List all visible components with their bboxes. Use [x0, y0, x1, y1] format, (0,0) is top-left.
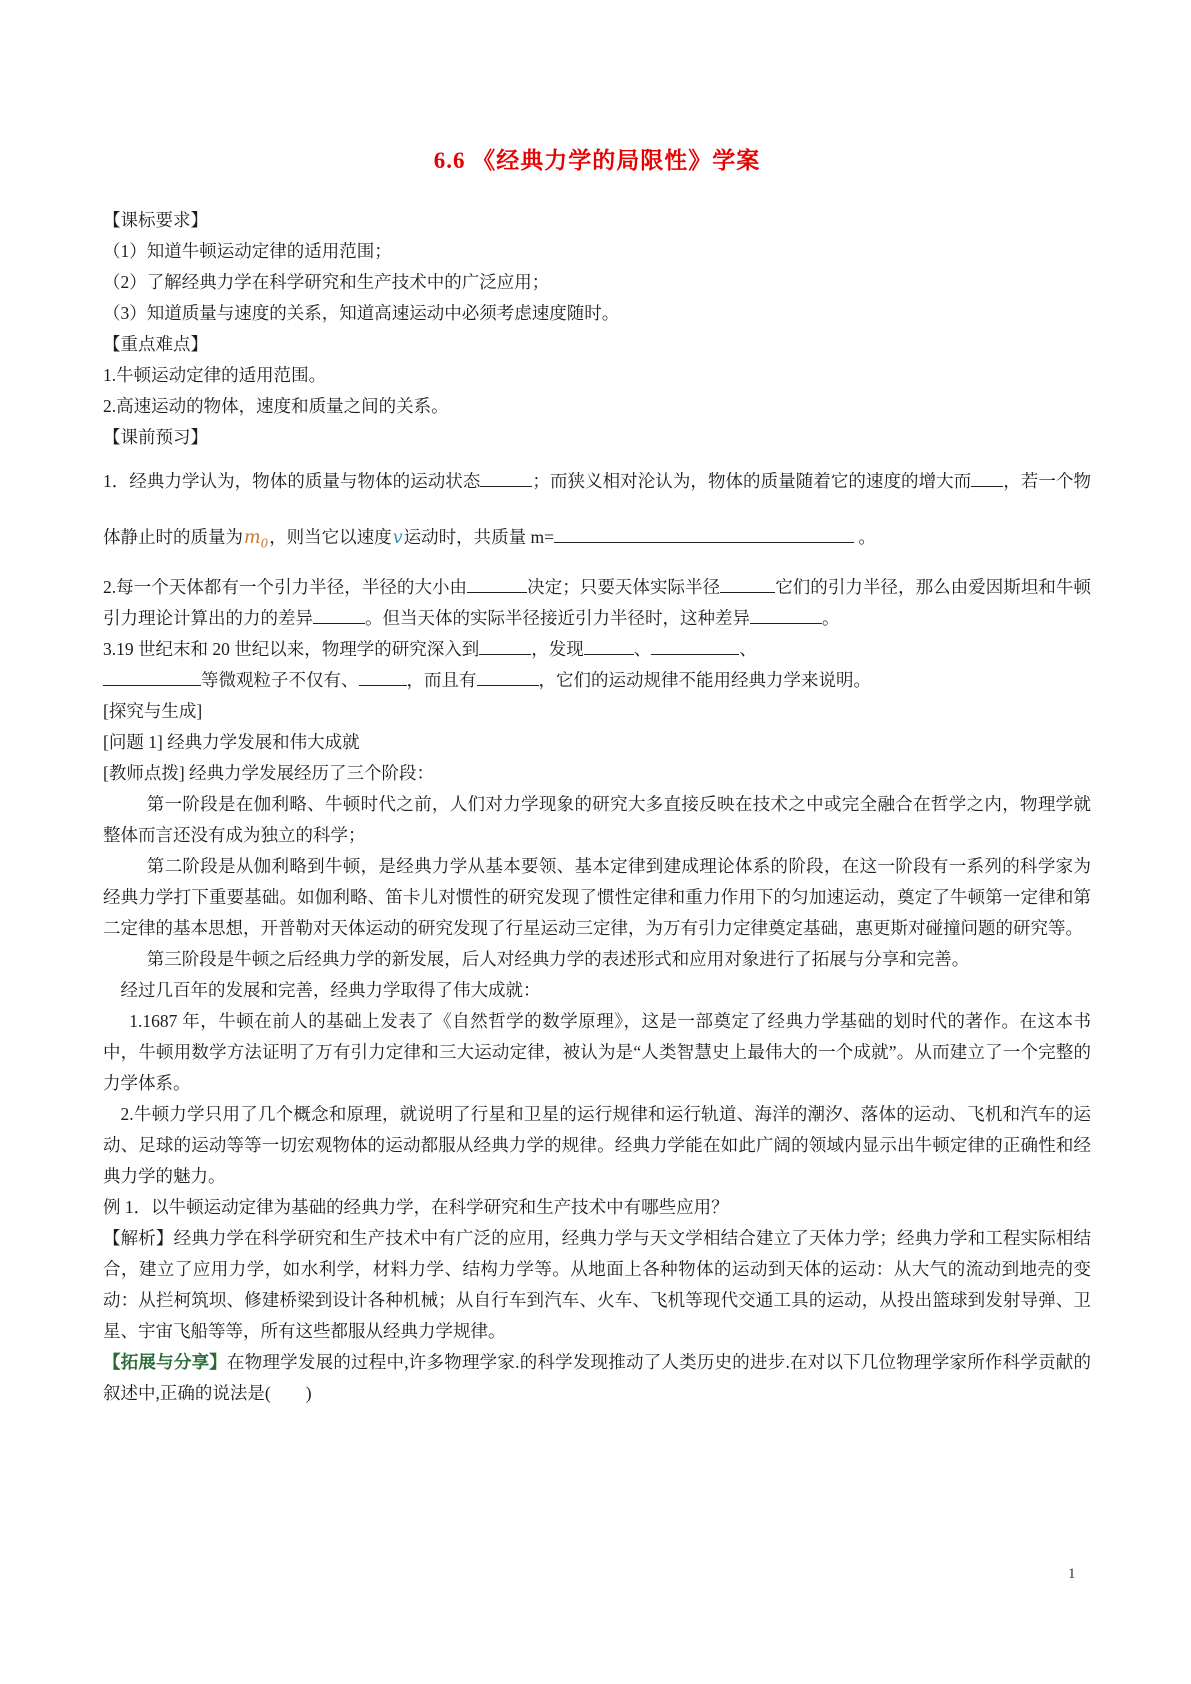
text-run: 。但当天体的实际半径接近引力半径时，这种差异	[365, 607, 750, 628]
fill-in-blank	[720, 575, 775, 593]
text-run: 它们的引力半径，那么由爱因斯坦和牛顿引力理论计算出的力的差异	[103, 576, 1092, 628]
text-run: ，发现	[531, 638, 584, 659]
text-run: 、	[633, 638, 652, 659]
fill-in-blank	[971, 469, 1003, 487]
text-run: ，则当它以速度	[269, 527, 392, 547]
text-run: 。	[822, 607, 840, 628]
math-symbol-v: v	[392, 528, 403, 548]
fill-in-blank	[103, 668, 201, 686]
expand-share-paragraph	[103, 1347, 1091, 1409]
fill-in-blank	[477, 668, 539, 686]
text-run: 3.19 世纪末和 20 世纪以来，物理学的研究深入到	[103, 638, 480, 659]
text-run: 第一阶段是在伽利略、牛顿时代之前，人们对力学现象的研究大多直接反映在技术之中或完全融合在哲学之内，物理学就整体而言还没有成为独立的科学；	[103, 793, 1091, 845]
text-run: 、	[739, 638, 757, 659]
text-run: 2.高速运动的物体，速度和质量之间的关系。	[103, 396, 449, 416]
achievements-intro	[103, 975, 1091, 1006]
text-run: ；而狭义相对沦认为，物体的质量随着它的速度的增大而	[532, 471, 972, 491]
text-run: 【重点难点】	[103, 334, 208, 354]
preview-item-1	[103, 453, 1091, 572]
text-run: 等微观粒子不仅有、	[201, 669, 359, 690]
document-content	[103, 142, 1091, 1409]
achievement-1	[103, 1006, 1091, 1099]
difficulty-item-2	[103, 391, 1091, 422]
example-1-analysis	[103, 1223, 1091, 1347]
teacher-note-heading	[103, 758, 1091, 789]
fill-in-blank	[313, 606, 365, 624]
text-run: 。	[853, 527, 876, 547]
fill-in-blank	[584, 637, 634, 655]
heading-curriculum-requirements	[103, 205, 1091, 236]
text-run: 决定；只要天体实际半径	[527, 576, 721, 597]
text-run: [教师点拨] 经典力学发展经历了三个阶段：	[103, 762, 435, 783]
text-run: （1）知道牛顿运动定律的适用范围；	[103, 241, 392, 261]
example-1-question	[103, 1192, 1091, 1223]
fill-in-blank	[480, 469, 532, 487]
document-title: 6.6 《经典力学的局限性》学案	[433, 148, 761, 173]
text-run: ，而且有	[406, 669, 477, 690]
text-run: 例 1．以牛顿运动定律为基础的经典力学，在科学研究和生产技术中有哪些应用？	[103, 1196, 729, 1217]
text-run: 2.牛顿力学只用了几个概念和原理，就说明了行星和卫星的运行规律和运行轨道、海洋的潮汐、落体的运动、飞机和汽车的运动、足球的运动等等一切宏观物体的运动都服从经典力学的规律。经典力学能在如此广阔的领域内显示出牛顿定律的正确性和经典力学的魅力。	[103, 1103, 1091, 1186]
fill-in-blank	[651, 637, 739, 655]
page-number: 1	[1068, 1566, 1076, 1582]
text-run: 【课前预习】	[103, 427, 208, 447]
stage-3-paragraph	[103, 944, 1091, 975]
requirement-item-2	[103, 267, 1091, 298]
heading-inquiry	[103, 696, 1091, 727]
difficulty-item-1	[103, 360, 1091, 391]
text-run: [问题 1] 经典力学发展和伟大成就	[103, 731, 360, 752]
text-run: ，若一个物体静止时的质量为	[103, 471, 1092, 547]
text-run: 1．经典力学认为，物体的质量与物体的运动状态	[103, 471, 481, 491]
text-run: 1.牛顿运动定律的适用范围。	[103, 365, 327, 385]
text-run: 【课标要求】	[103, 210, 208, 230]
fill-in-blank	[479, 637, 531, 655]
text-run: 运动时，共质量 m=	[403, 527, 554, 547]
stage-1-paragraph	[103, 789, 1091, 851]
fill-in-blank	[554, 525, 854, 543]
math-symbol-m0: $m_0$	[244, 528, 269, 551]
heading-preview	[103, 422, 1091, 453]
text-run: 【解析】经典力学在科学研究和生产技术中有广泛的应用，经典力学与天文学相结合建立了天体力学；经典力学和工程实际相结合，建立了应用力学，如水利学，材料力学、结构力学等。从地面上各种物体的运动到天体的运动：从大气的流动到地壳的变动：从拦柯筑坝、修建桥梁到设计各种机械；从自行车到汽车、火车、飞机等现代交通工具的运动，从投出篮球到发射导弹、卫星、宇宙飞船等等，所有这些都服从经典力学规律。	[103, 1227, 1091, 1341]
fill-in-blank	[750, 606, 822, 624]
stage-2-paragraph	[103, 851, 1091, 944]
expand-share-label: 【拓展与分享】	[103, 1351, 228, 1372]
text-run: （3）知道质量与速度的关系，知道高速运动中必须考虑速度随时。	[103, 303, 620, 323]
text-run: 第二阶段是从伽利略到牛顿，是经典力学从基本要领、基本定律到建成理论体系的阶段，在这一阶段有一系列的科学家为经典力学打下重要基础。如伽利略、笛卡儿对惯性的研究发现了惯性定律和重力作用下的匀加速运动，奠定了牛顿第一定律和第二定律的基本思想，开普勒对天体运动的研究发现了行星运动三定律，为万有引力定律奠定基础，惠更斯对碰撞问题的研究等。	[103, 855, 1091, 938]
text-run: [探究与生成]	[103, 700, 203, 721]
fill-in-blank	[467, 575, 527, 593]
document-body	[103, 205, 1091, 1409]
preview-item-3	[103, 634, 1091, 696]
text-run: 2.每一个天体都有一个引力半径，半径的大小由	[103, 576, 468, 597]
requirement-item-1	[103, 236, 1091, 267]
preview-item-2	[103, 572, 1091, 634]
text-run: 在物理学发展的过程中,许多物理学家.的科学发现推动了人类历史的进步.在对以下几位物理学家所作科学贡献的叙述中,正确的说法是( )	[103, 1351, 1092, 1403]
fill-in-blank	[359, 668, 407, 686]
achievement-2	[103, 1099, 1091, 1192]
text-run: 1.1687 年，牛顿在前人的基础上发表了《自然哲学的数学原理》，这是一部奠定了经典力学基础的划时代的著作。在这本书中，牛顿用数学方法证明了万有引力定律和三大运动定律，被认为是“人类智慧史上最伟大的一个成就”。从而建立了一个完整的力学体系。	[103, 1010, 1091, 1093]
text-run: 第三阶段是牛顿之后经典力学的新发展，后人对经典力学的表述形式和应用对象进行了拓展与分享和完善。	[146, 948, 970, 969]
requirement-item-3	[103, 298, 1091, 329]
text-run: ，它们的运动规律不能用经典力学来说明。	[538, 669, 871, 690]
question-1-heading	[103, 727, 1091, 758]
heading-key-difficulties	[103, 329, 1091, 360]
text-run: 经过几百年的发展和完善，经典力学取得了伟大成就：	[120, 979, 541, 1000]
text-run: （2）了解经典力学在科学研究和生产技术中的广泛应用；	[103, 272, 550, 292]
